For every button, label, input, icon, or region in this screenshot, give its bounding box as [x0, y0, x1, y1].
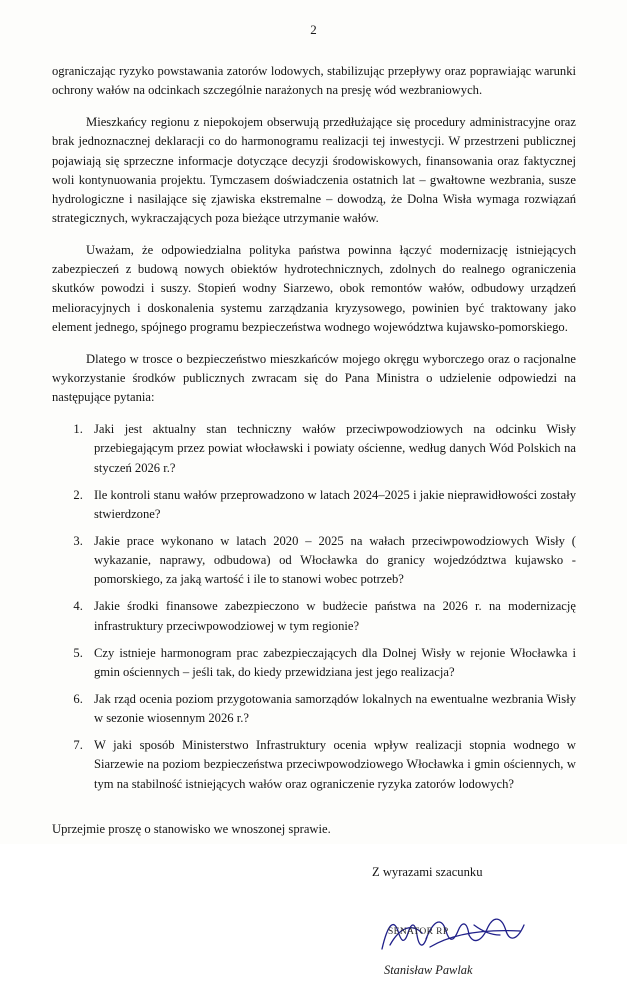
list-item: 7. W jaki sposób Ministerstwo Infrastruktury ocenia wpływ realizacji stopnia wodnego w Siarzewie na poziom bezpieczeństwa przeciwpowodziowego Włocławka i gmin ościennych, w tym na stabilność istniejących wałów oraz ograniczenie ryzyka zatorów lodowych? [86, 736, 576, 793]
signatory-name: Stanisław Pawlak [384, 962, 473, 977]
list-item: 4. Jakie środki finansowe zabezpieczono w budżecie państwa na 2026 r. na modernizację infrastruktury przeciwpowodziowej w tym regionie? [86, 597, 576, 635]
list-item: 3. Jakie prace wykonano w latach 2020 – 2025 na wałach przeciwpowodziowych Wisły ( wykazanie, naprawy, odbudowa) od Włocławka do granicy wojedzództwa kujawsko - pomorskiego, za jaką wartość i ile to stanowi wobec potrzeb? [86, 532, 576, 589]
list-item: 1. Jaki jest aktualny stan techniczny wałów przeciwpowodziowych na odcinku Wisły przebiegającym przez powiat włocławski i powiaty ościenne, według danych Wód Polskich na styczeń 2026 r.? [86, 420, 576, 477]
closing-line: Uprzejmie proszę o stanowisko we wnoszonej sprawie. [52, 821, 331, 836]
document-body [52, 62, 576, 985]
paragraph-1: ograniczając ryzyko powstawania zatorów lodowych, stabilizując przepływy oraz poprawiając warunki ochrony wałów na odcinkach szczególnie narażonych na presję wód wezbraniowych. [52, 64, 576, 98]
page-number: 2 [310, 22, 317, 37]
list-item: 2. Ile kontroli stanu wałów przeprowadzono w latach 2024–2025 i jakie nieprawidłowości zostały stwierdzone? [86, 486, 576, 524]
paragraph-4: Dlatego w trosce o bezpieczeństwo mieszkańców mojego okręgu wyborczego oraz o racjonalne wykorzystanie środków publicznych zwracam się do Pana Ministra o udzielenie odpowiedzi na następujące pytania: [52, 351, 576, 405]
paragraph-3: Uważam, że odpowiedzialna polityka państwa powinna łączyć modernizację istniejących zabezpieczeń z budową nowych obiektów hydrotechnicznych, zdolnych do realnego ograniczenia skutków powodzi i suszy. Stopień wodny Siarzewo, obok remontów wałów, odbudowy urządzeń melioracyjnych i doskonalenia systemu zarządzania kryzysowego, powinien być traktowany jako element jednego, spójnego programu bezpieczeństwa wodnego województwa kujawsko-pomorskiego. [52, 243, 576, 334]
list-item: 6. Jak rząd ocenia poziom przygotowania samorządów lokalnych na ewentualne wezbrania Wisły w sezonie wiosennym 2026 r.? [86, 690, 576, 728]
signature-block [52, 865, 576, 985]
regards-line: Z wyrazami szacunku [372, 864, 483, 879]
question-list [52, 420, 576, 793]
stamp-text: SENATOR RP [388, 926, 449, 937]
paragraph-2: Mieszkańcy regionu z niepokojem obserwują przedłużające się procedury administracyjne oraz brak jednoznacznej deklaracji co do harmonogramu realizacji tej inwestycji. W przestrzeni publicznej pojawiają się sprzeczne informacje dotyczące decyzji środowiskowych, finansowania oraz faktycznej woli kontynuowania projektu. Tymczasem doświadczenia ostatnich lat – gwałtowne wezbrania, susze hydrologiczne i nasilające się zjawiska ekstremalne – dowodzą, że Dolna Wisła wymaga rozwiązań strategicznych, wykraczających poza bieżące utrzymanie wałów. [52, 115, 576, 225]
list-item: 5. Czy istnieje harmonogram prac zabezpieczających dla Dolnej Wisły w rejonie Włocławka i gmin ościennych – jeśli tak, do kiedy przewidziana jest jego realizacja? [86, 644, 576, 682]
